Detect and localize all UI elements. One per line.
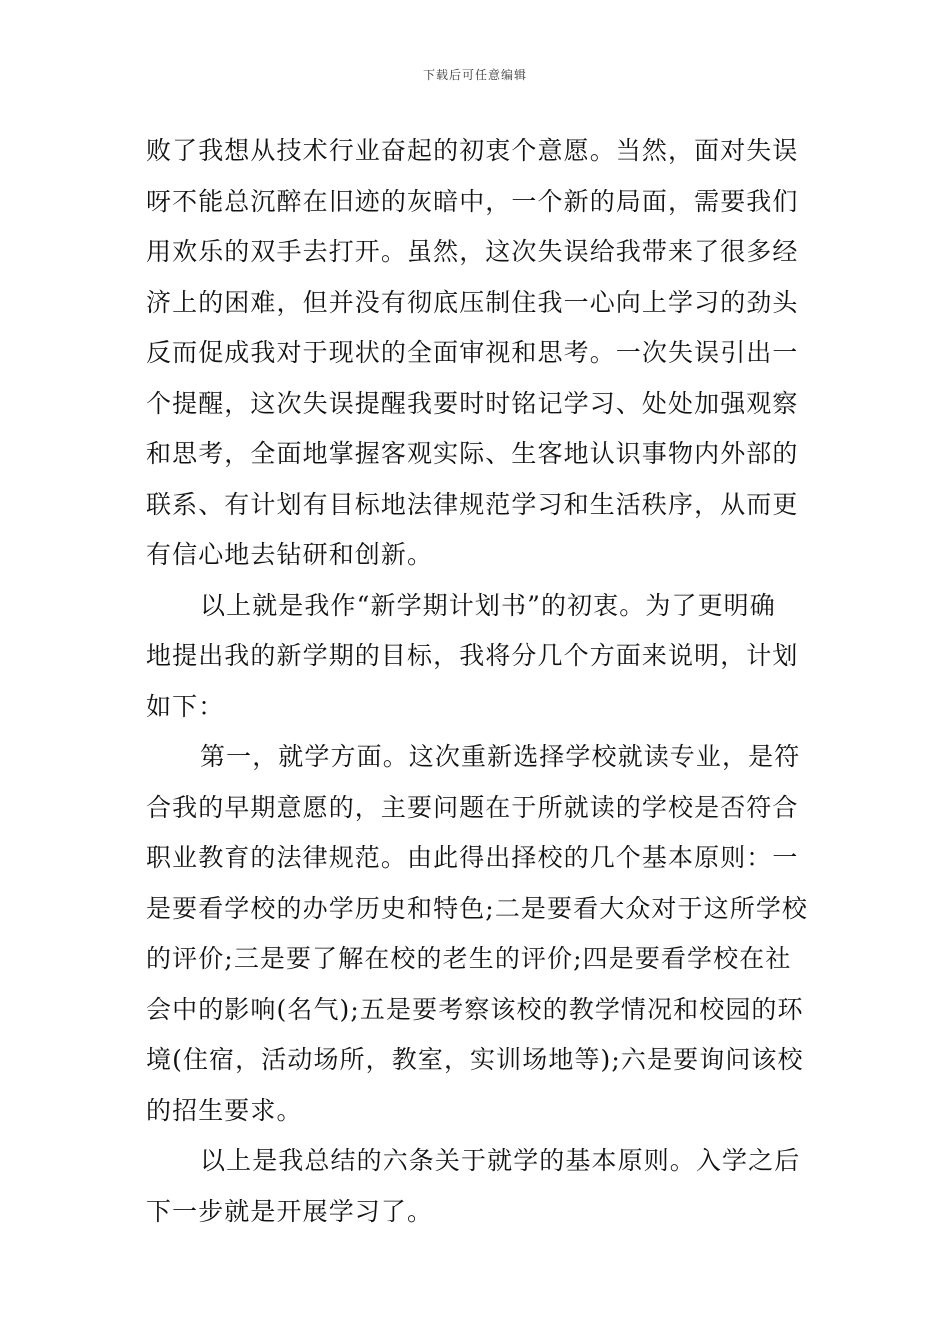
text-line: 呀不能总沉醉在旧迹的灰暗中，一个新的局面，需要我们 <box>146 186 799 216</box>
text-line: 个提醒，这次失误提醒我要时时铭记学习、处处加强观察 <box>146 388 799 418</box>
paragraph-start-line: 第一，就学方面。这次重新选择学校就读专业，是符 <box>200 742 801 771</box>
text-line: 会中的影响(名气);五是要考察该校的教学情况和校园的环 <box>146 994 804 1024</box>
paragraph-start-line: 以上就是我作“新学期计划书”的初衷。为了更明确 <box>200 590 776 620</box>
paragraph-start-line: 以上是我总结的六条关于就学的基本原则。入学之后 <box>200 1146 801 1175</box>
text-line: 用欢乐的双手去打开。虽然，这次失误给我带来了很多经 <box>146 237 799 266</box>
text-line: 败了我想从技术行业奋起的初衷个意愿。当然，面对失误 <box>146 136 799 165</box>
body-text <box>146 126 809 1237</box>
text-line: 是要看学校的办学历史和特色;二是要看大众对于这所学校 <box>146 893 809 923</box>
text-line: 和思考，全面地掌握客观实际、生客地认识事物内外部的 <box>146 439 799 468</box>
text-line: 济上的困难，但并没有彻底压制住我一心向上学习的劲头 <box>146 287 799 317</box>
text-line: 如下： <box>146 691 225 721</box>
text-line: 的招生要求。 <box>146 1095 303 1125</box>
text-line: 下一步就是开展学习了。 <box>146 1196 434 1226</box>
text-line: 境(住宿，活动场所，教室，实训场地等);六是要询问该校 <box>146 1045 804 1074</box>
text-line: 联系、有计划有目标地法律规范学习和生活秩序，从而更 <box>146 489 799 519</box>
text-line: 地提出我的新学期的目标，我将分几个方面来说明，计划 <box>146 641 799 670</box>
text-line: 反而促成我对于现状的全面审视和思考。一次失误引出一 <box>146 338 799 367</box>
text-line: 职业教育的法律规范。由此得出择校的几个基本原则：一 <box>146 843 799 872</box>
header-note: 下载后可任意编辑 <box>422 68 527 82</box>
text-line: 的评价;三是要了解在校的老生的评价;四是要看学校在社 <box>146 944 792 973</box>
text-line: 合我的早期意愿的，主要问题在于所就读的学校是否符合 <box>146 792 799 822</box>
text-line: 有信心地去钻研和创新。 <box>146 540 434 569</box>
